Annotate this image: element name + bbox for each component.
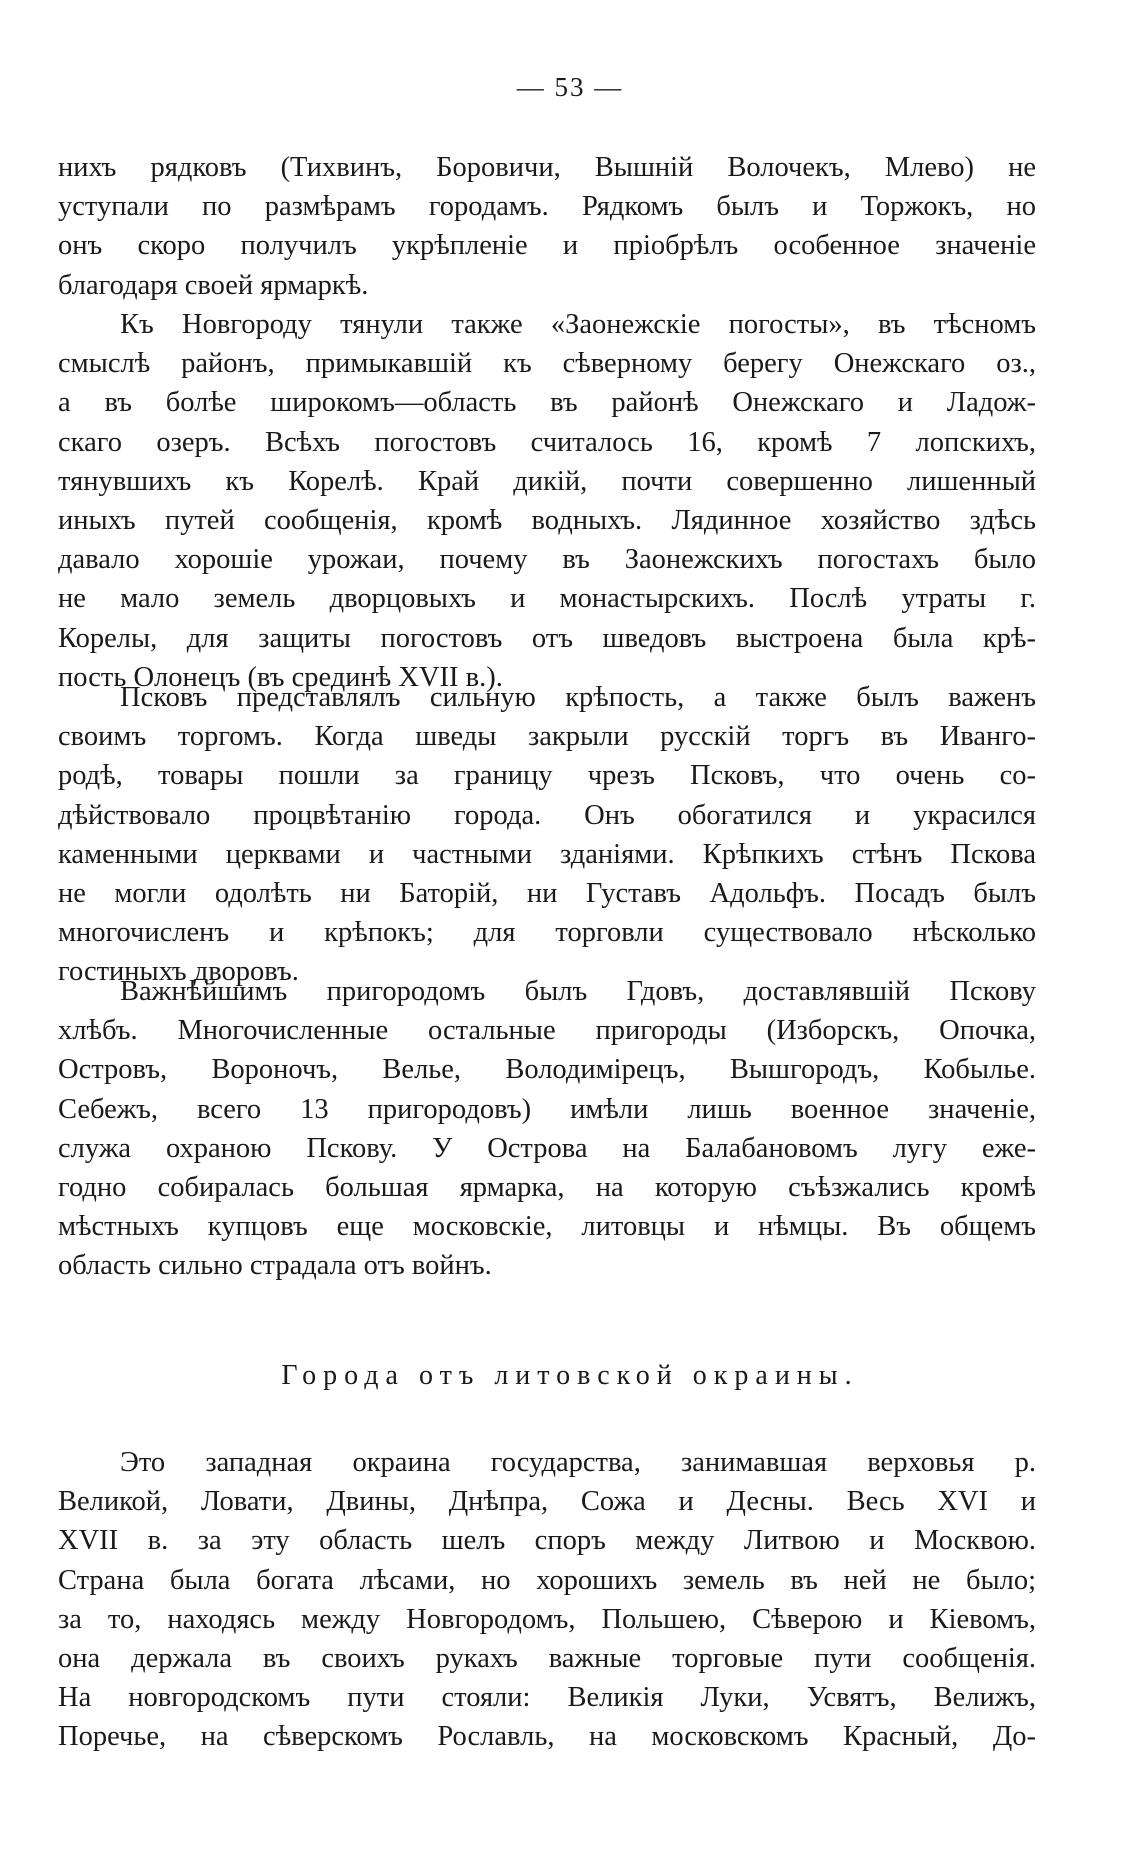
- text-line: Къ Новгороду тянули также «Заонежскіе погосты», въ тѣсномъ: [120, 309, 1036, 340]
- text-line: давало хорошіе урожаи, почему въ Заонежскихъ погостахъ было: [58, 544, 1036, 576]
- text-line: годно собиралась большая ярмарка, на которую съѣзжались кромѣ: [58, 1171, 1036, 1203]
- text-line: нихъ рядковъ (Тихвинъ, Боровичи, Вышній Волочекъ, Млево) не: [58, 152, 1036, 183]
- section-heading: Города отъ литовской окраины.: [281, 1360, 859, 1391]
- text-line: Важнѣйшимъ пригородомъ былъ Гдовъ, доставлявшій Пскову: [120, 976, 1036, 1007]
- text-line: XVII в. за эту область шелъ споръ между Литвою и Москвою.: [58, 1525, 1036, 1557]
- text-line: своимъ торгомъ. Когда шведы закрыли русскій торгъ въ Иванго-: [58, 721, 1036, 753]
- text-line: онъ скоро получилъ укрѣпленіе и пріобрѣлъ особенное значеніе: [58, 230, 1036, 262]
- text-line: уступали по размѣрамъ городамъ. Рядкомъ былъ и Торжокъ, но: [58, 191, 1036, 223]
- text-line: родѣ, товары пошли за границу чрезъ Псковъ, что очень со-: [58, 760, 1036, 792]
- text-line: Страна была богата лѣсами, но хорошихъ земель въ ней не было;: [58, 1564, 1036, 1596]
- paragraph-1: [58, 148, 1036, 305]
- paragraph-3: [58, 678, 1036, 992]
- text-line: Псковъ представлялъ сильную крѣпость, а также былъ важенъ: [120, 682, 1036, 713]
- text-line: На новгородскомъ пути стояли: Великія Луки, Усвятъ, Велижъ,: [58, 1682, 1036, 1714]
- paragraph-4: [58, 972, 1036, 1286]
- text-line: многочисленъ и крѣпокъ; для торговли существовало нѣсколько: [58, 917, 1036, 949]
- text-line: не мало земель дворцовыхъ и монастырскихъ. Послѣ утраты г.: [58, 583, 1036, 615]
- text-line: мѣстныхъ купцовъ еще московскіе, литовцы и нѣмцы. Въ общемъ: [58, 1211, 1036, 1243]
- paragraph-2: [58, 305, 1036, 697]
- text-line: она держала въ своихъ рукахъ важные торговые пути сообщенія.: [58, 1642, 1036, 1674]
- text-line: Это западная окраина государства, занимавшая верховья р.: [120, 1447, 1036, 1478]
- text-line: иныхъ путей сообщенія, кромѣ водныхъ. Лядинное хозяйство здѣсь: [58, 504, 1036, 536]
- text-line: благодаря своей ярмаркѣ.: [58, 269, 369, 301]
- section-paragraph: [58, 1443, 1036, 1757]
- text-line: дѣйствовало процвѣтанію города. Онъ обогатился и украсился: [58, 799, 1036, 831]
- text-line: не могли одолѣть ни Баторій, ни Густавъ Адольфъ. Посадъ былъ: [58, 877, 1036, 909]
- text-line: Себежъ, всего 13 пригородовъ) имѣли лишь военное значеніе,: [58, 1093, 1036, 1125]
- text-line: а въ болѣе широкомъ—область въ районѣ Онежскаго и Ладож-: [58, 387, 1036, 419]
- text-line: область сильно страдала отъ войнъ.: [58, 1250, 492, 1282]
- page-number: — 53 —: [516, 72, 624, 102]
- text-line: за то, находясь между Новгородомъ, Польшею, Сѣверою и Кіевомъ,: [58, 1603, 1036, 1635]
- text-line: Поречье, на сѣверскомъ Рославль, на московскомъ Красный, До-: [58, 1721, 1036, 1753]
- text-line: служа охраною Пскову. У Острова на Балабановомъ лугу еже-: [58, 1132, 1036, 1164]
- text-line: тянувшихъ къ Корелѣ. Край дикій, почти совершенно лишенный: [58, 465, 1036, 497]
- text-line: Великой, Ловати, Двины, Днѣпра, Сожа и Десны. Весь XVI и: [58, 1486, 1036, 1518]
- text-line: Корелы, для защиты погостовъ отъ шведовъ выстроена была крѣ-: [58, 622, 1036, 654]
- text-line: хлѣбъ. Многочисленные остальные пригороды (Изборскъ, Опочка,: [58, 1015, 1036, 1047]
- text-line: гостиныхъ дворовъ.: [58, 956, 299, 988]
- text-line: скаго озеръ. Всѣхъ погостовъ считалось 16, кромѣ 7 лопскихъ,: [58, 426, 1036, 458]
- text-line: каменными церквами и частными зданіями. Крѣпкихъ стѣнъ Пскова: [58, 838, 1036, 870]
- text-line: смыслѣ районъ, примыкавшій къ сѣверному берегу Онежскаго оз.,: [58, 348, 1036, 380]
- text-line: Островъ, Вороночъ, Велье, Володимірецъ, Вышгородъ, Кобылье.: [58, 1054, 1036, 1086]
- text-line: пость Олонецъ (въ срединѣ XVII в.).: [58, 661, 503, 693]
